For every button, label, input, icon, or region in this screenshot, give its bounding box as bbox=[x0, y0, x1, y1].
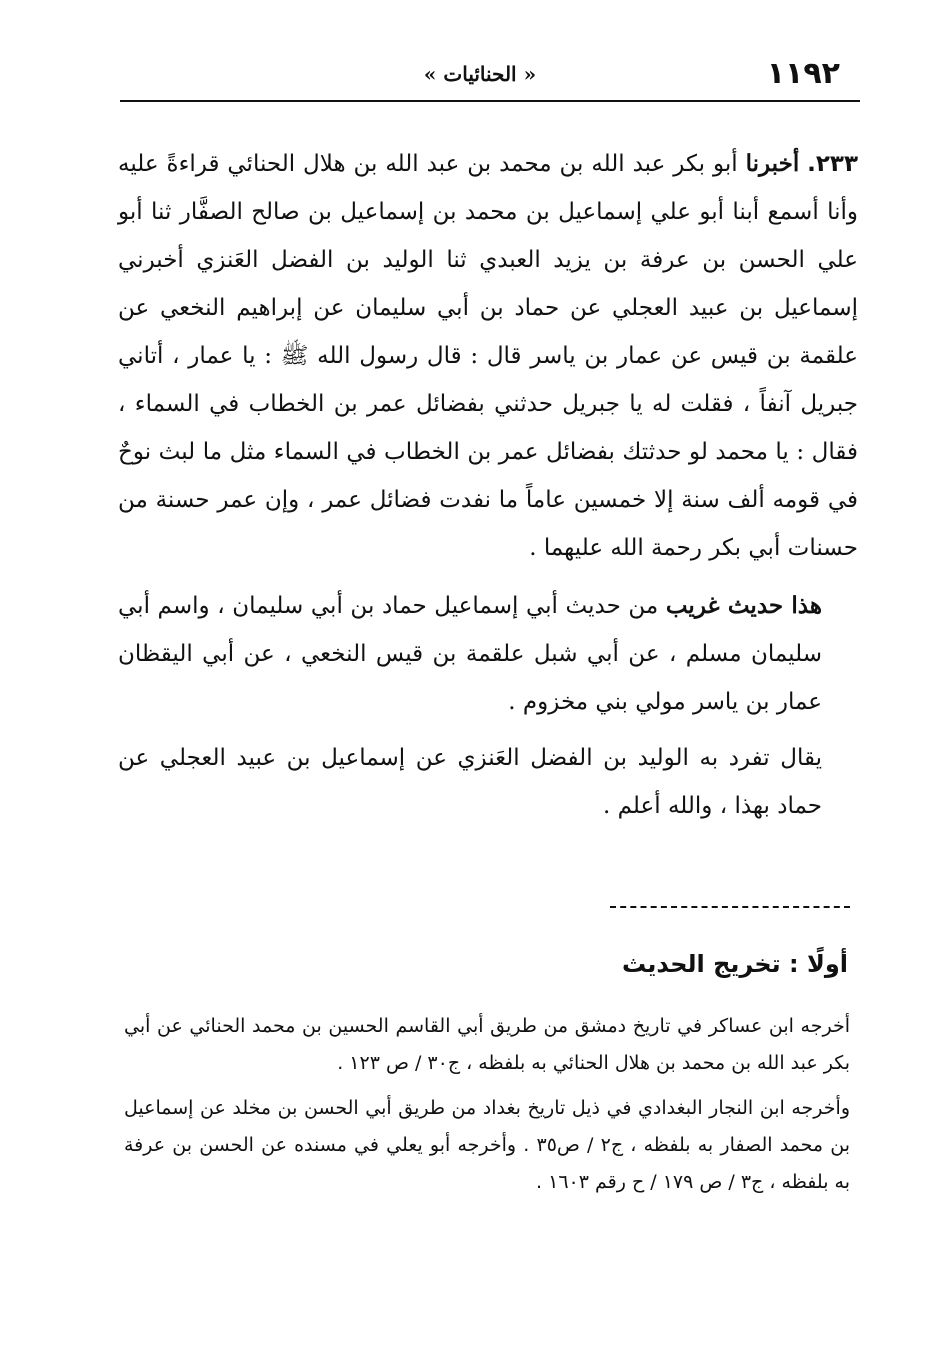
commentary-text-2: يقال تفرد به الوليد بن الفضل العَنزي عن إسماعيل بن عبيد العجلي عن حماد بهذا ، والله أعلم . bbox=[118, 745, 822, 819]
hadith-text: أبو بكر عبد الله بن محمد بن عبد الله بن هلال الحنائي قراءةً عليه وأنا أسمع أبنا أبو علي إسماعيل بن محمد بن إسماعيل بن صالح الصفَّار ثنا أبو علي الحسن بن عرفة بن يزيد العبدي ثنا الوليد بن الفضل العَنزي أخبرني إسماعيل بن عبيد العجلي عن حماد بن أبي سليمان عن إبراهيم النخعي عن علقمة بن قيس عن عمار بن ياسر قال : قال رسول الله ﷺ : يا عمار ، أتاني جبريل آنفاً ، فقلت له يا جبريل حدثني بفضائل عمر بن الخطاب في السماء ، فقال : يا محمد لو حدثتك بفضائل عمر بن الخطاب في السماء مثل ما لبث نوحٌ في قومه ألف سنة إلا خمسين عاماً ما نفدت فضائل عمر ، وإن عمر حسنة من حسنات أبي بكر رحمة الله عليهما . bbox=[118, 151, 858, 561]
main-text bbox=[118, 140, 858, 830]
running-title: « الحنائيات » bbox=[423, 62, 537, 86]
section-title: أولًا : تخريج الحديث bbox=[621, 950, 848, 978]
commentary-lead: هذا حديث غريب bbox=[665, 592, 822, 619]
header-rule bbox=[120, 100, 860, 102]
footnote-item: وأخرجه ابن النجار البغدادي في ذيل تاريخ بغداد من طريق أبي الحسن بن مخلد عن إسماعيل بن محمد الصفار به بلفظه ، ج٢ / ص٣٥ . وأخرجه أبو يعلي في مسنده عن الحسن بن عرفة به بلفظه ، ج٣ / ص ١٧٩ / ح رقم ١٦٠٣ . bbox=[124, 1097, 851, 1193]
hadith-paragraph bbox=[118, 140, 858, 572]
footnotes bbox=[124, 1008, 850, 1209]
commentary-paragraph-2 bbox=[118, 734, 858, 830]
commentary-text: من حديث أبي إسماعيل حماد بن أبي سليمان ، واسم أبي سليمان مسلم ، عن أبي شبل علقمة بن قيس النخعي ، عن أبي اليقظان عمار بن ياسر مولي بني مخزوم . bbox=[118, 593, 822, 715]
hadith-lead-word: أخبرنا bbox=[745, 150, 800, 177]
page-header bbox=[120, 56, 860, 98]
footnote-separator bbox=[610, 906, 850, 908]
page-number: ١١٩٢ bbox=[766, 56, 840, 91]
commentary-paragraph bbox=[118, 582, 858, 726]
footnote-item: أخرجه ابن عساكر في تاريخ دمشق من طريق أبي القاسم الحسين بن محمد الحنائي عن أبي بكر عبد الله بن محمد بن هلال الحنائي به بلفظه ، ج٣٠ / ص ١٢٣ . bbox=[124, 1015, 850, 1074]
hadith-number: ٢٣٣. bbox=[807, 151, 859, 177]
